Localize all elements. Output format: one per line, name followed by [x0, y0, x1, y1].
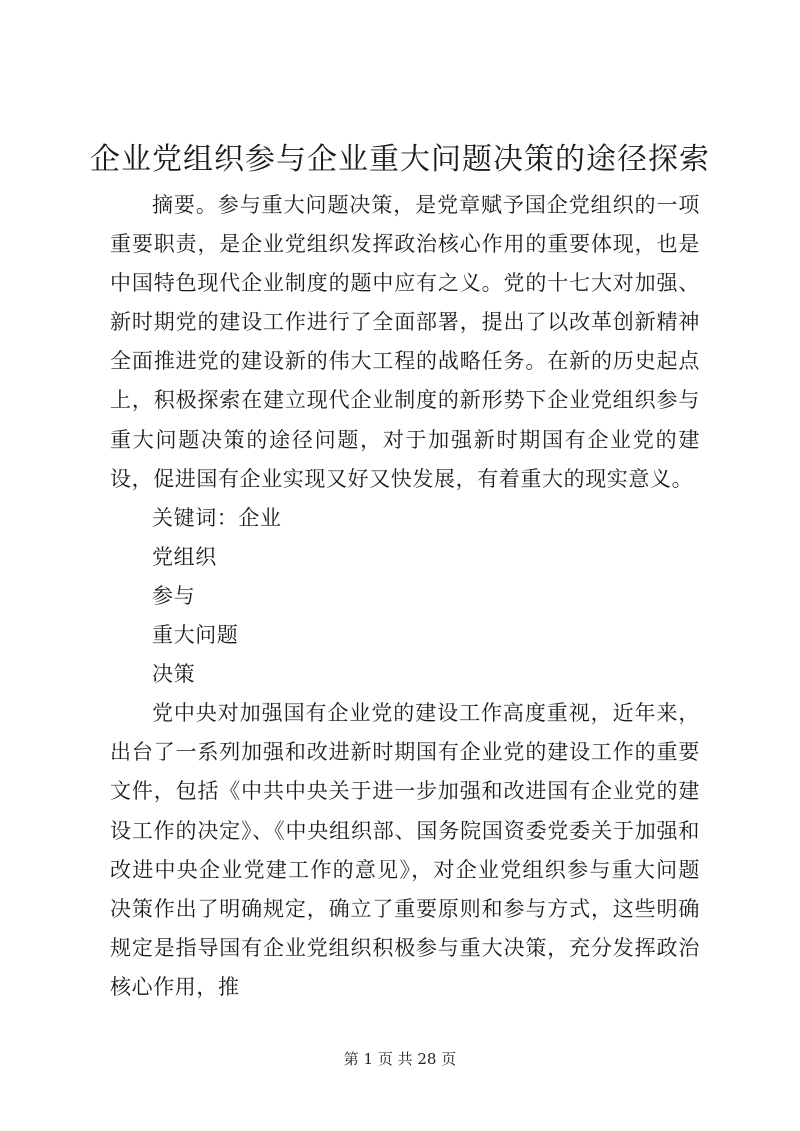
keyword-line: 决策	[152, 662, 196, 687]
abstract-paragraph: 摘要。参与重大问题决策，是党章赋予国企党组织的一项重要职责，是企业党组织发挥政治核心作用的重要体现，也是中国特色现代企业制度的题中应有之义。党的十七大对加强、新时期党的建设工作进行了全面部署，提出了以改革创新精神全面推进党的建设新的伟大工程的战略任务。在新的历史起点上，积极探索在建立现代企业制度的新形势下企业党组织参与重大问题决策的途径问题，对于加强新时期国有企业党的建设，促进国有企业实现又好又快发展，有着重大的现实意义。	[110, 193, 700, 491]
page-footer: 第 1 页 共 28 页	[343, 1050, 457, 1068]
keyword-line: 重大问题	[152, 623, 239, 648]
keyword-line: 关键词：企业	[152, 505, 282, 530]
document-body	[110, 186, 700, 1007]
document-title: 企业党组织参与企业重大问题决策的途径探索	[90, 142, 710, 177]
keyword-line: 党组织	[152, 544, 217, 569]
body-paragraph: 党中央对加强国有企业党的建设工作高度重视，近年来，出台了一系列加强和改进新时期国有企业党的建设工作的重要文件，包括《中共中央关于进一步加强和改进国有企业党的建设工作的决定》、《中央组织部、国务院国资委党委关于加强和改进中央企业党建工作的意见》，对企业党组织参与重大问题决策作出了明确规定，确立了重要原则和参与方式，这些明确规定是指导国有企业党组织积极参与重大决策，充分发挥政治核心作用，推	[110, 701, 700, 999]
keyword-line: 参与	[152, 583, 196, 608]
